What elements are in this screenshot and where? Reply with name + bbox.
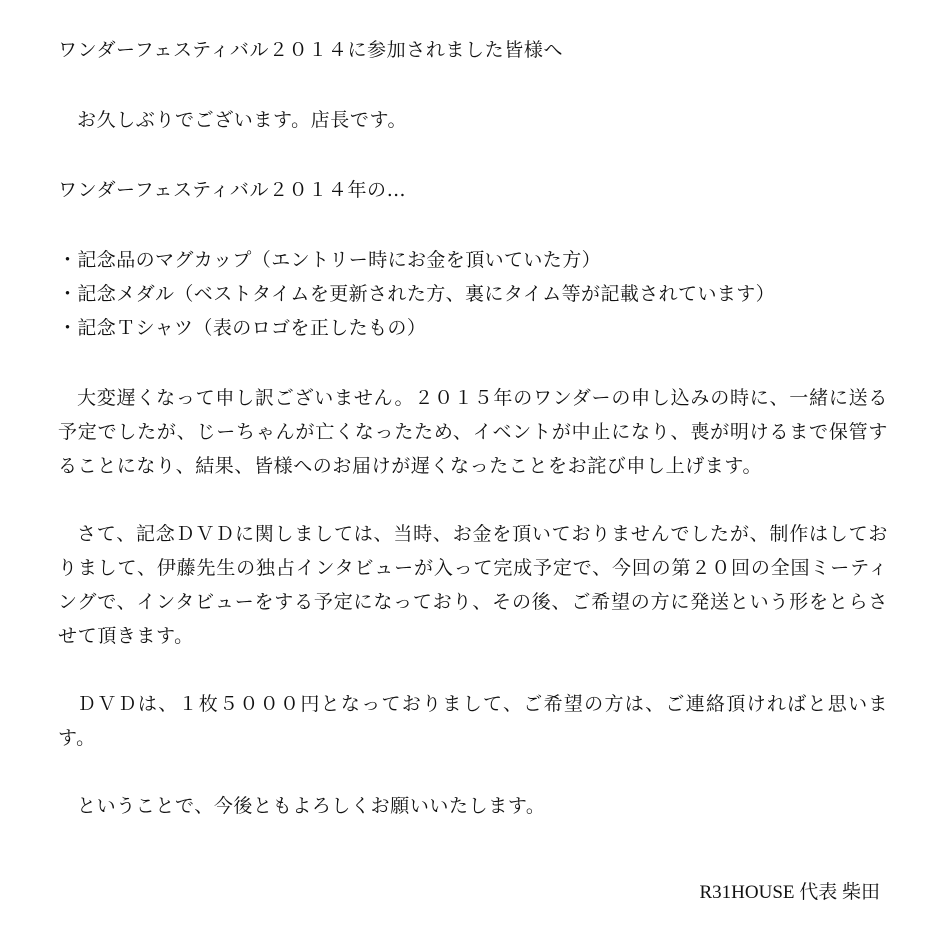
list-item-medal: ・記念メダル（ベストタイムを更新された方、裏にタイム等が記載されています） [58,283,776,305]
item-list [58,243,888,345]
closing-text: ということで、今後ともよろしくお願いいたします。 [77,795,546,817]
intro-text: ワンダーフェスティバル２０１４年の… [58,179,407,201]
letter-body [58,33,888,823]
signature: R31HOUSE 代表 柴田 [699,882,880,903]
dvd-paragraph: さて、記念ＤＶＤに関しましては、当時、お金を頂いておりませんでしたが、制作はしておりまして、伊藤先生の独占インタビューが入って完成予定で、今回の第２０回の全国ミーティングで、インタビューをする予定になっており、その後、ご希望の方に発送という形をとらさせて頂きます。 [58,523,888,647]
greeting-text: お久しぶりでございます。店長です。 [77,109,408,131]
apology-paragraph: 大変遅くなって申し訳ございません。２０１５年のワンダーの申し込みの時に、一緒に送る予定でしたが、じーちゃんが亡くなったため、イベントが中止になり、喪が明けるまで保管することになり、結果、皆様へのお届けが遅くなったことをお詫び申し上げます。 [58,387,888,477]
list-item-tshirt: ・記念Ｔシャツ（表のロゴを正したもの） [58,317,427,339]
letter-heading: ワンダーフェスティバル２０１４に参加されました皆様へ [58,39,564,61]
price-paragraph: ＤＶＤは、１枚５０００円となっておりまして、ご希望の方は、ご連絡頂ければと思います。 [58,693,888,749]
list-item-mug: ・記念品のマグカップ（エントリー時にお金を頂いていた方） [58,249,602,271]
